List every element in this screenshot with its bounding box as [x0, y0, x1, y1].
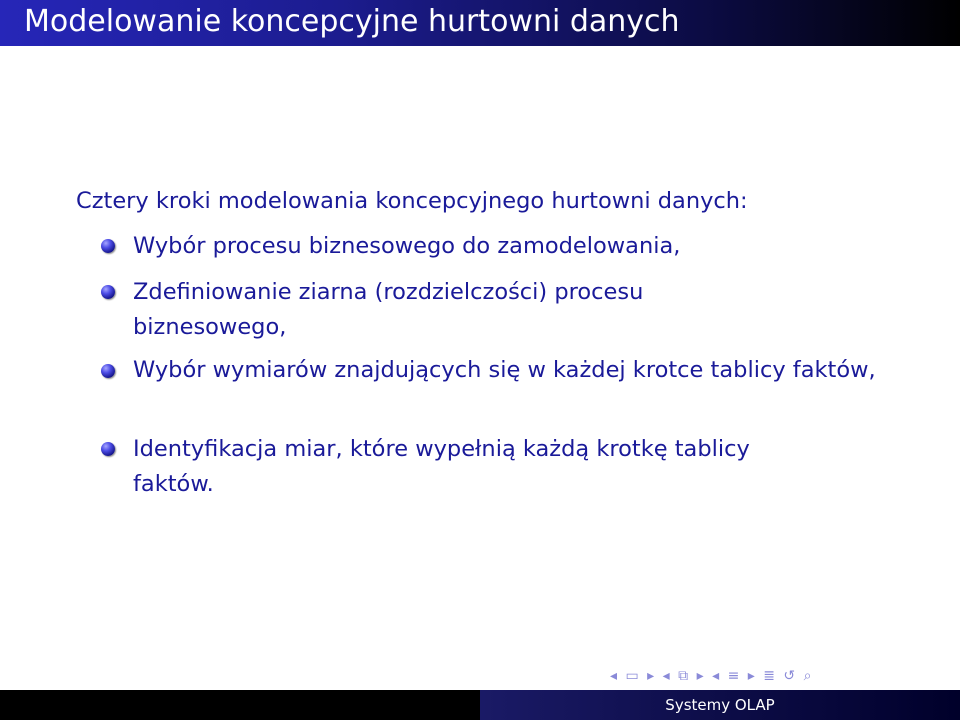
- nav-subsection-icon[interactable]: ⧉: [678, 668, 689, 684]
- intro-text: Cztery kroki modelowania koncepcyjnego hurtowni danych:: [76, 188, 748, 214]
- nav-section-icon[interactable]: ≡: [727, 668, 740, 684]
- nav-search-icon[interactable]: ⌕: [803, 668, 812, 684]
- beamer-navigation: [610, 664, 815, 688]
- nav-document-icon[interactable]: ≣: [763, 668, 775, 684]
- bullet-icon: [101, 442, 115, 456]
- footer: [0, 690, 960, 720]
- nav-back-icon[interactable]: ↺: [783, 668, 796, 684]
- bullet-text: Zdefiniowanie ziarna (rozdzielczości) procesu biznesowego,: [133, 279, 644, 340]
- slide-title: Modelowanie koncepcyjne hurtowni danych: [24, 4, 680, 39]
- bullet-text: Wybór wymiarów znajdujących się w każdej krotce tablicy faktów,: [133, 357, 876, 383]
- bullet-icon: [101, 239, 115, 253]
- nav-frame-next-icon[interactable]: ▸: [647, 668, 655, 684]
- nav-subsection-next-icon[interactable]: ▸: [696, 668, 704, 684]
- bullet-icon: [101, 285, 115, 299]
- bullet-text: Identyfikacja miar, które wypełnią każdą krotkę tablicy faktów.: [133, 436, 750, 497]
- bullet-text: Wybór procesu biznesowego do zamodelowania,: [133, 233, 681, 259]
- nav-frame-icon[interactable]: ▭: [625, 668, 639, 684]
- footer-right-panel: [480, 690, 960, 720]
- bullet-icon: [101, 364, 115, 378]
- nav-frame-prev-icon[interactable]: ◂: [610, 668, 618, 684]
- footer-left-panel: [0, 690, 480, 720]
- nav-section-prev-icon[interactable]: ◂: [712, 668, 720, 684]
- nav-subsection-prev-icon[interactable]: ◂: [662, 668, 670, 684]
- footer-title: Systemy OLAP: [665, 696, 775, 714]
- nav-section-next-icon[interactable]: ▸: [747, 668, 755, 684]
